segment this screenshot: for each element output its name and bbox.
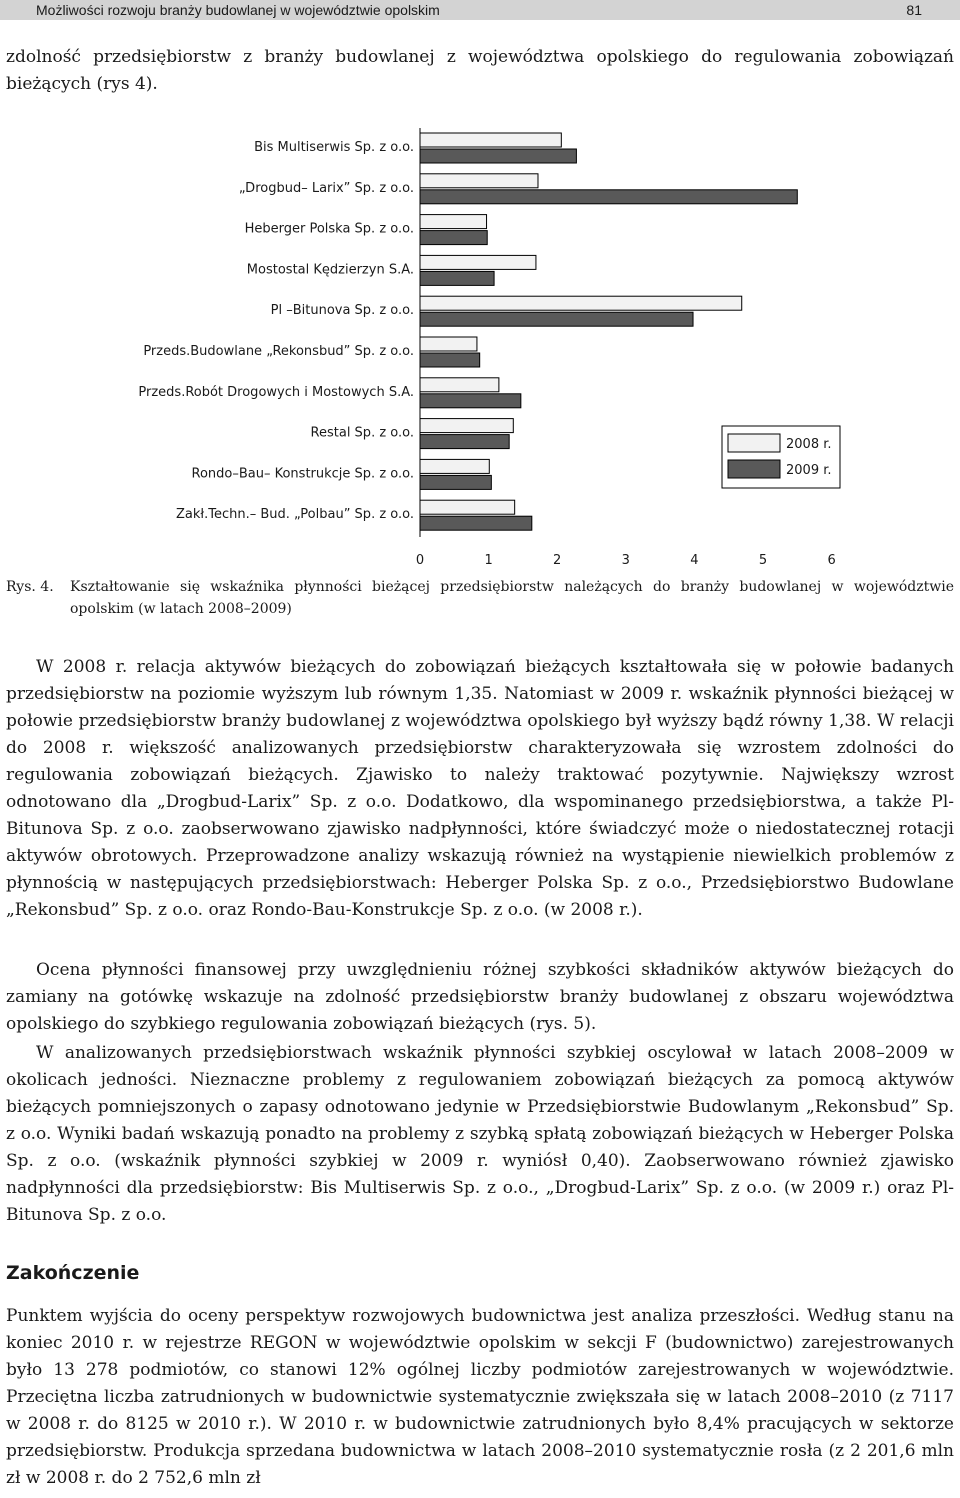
bar-series-2 [420, 190, 797, 204]
category-label: Zakł.Techn.– Bud. „Polbau” Sp. z o.o. [176, 507, 414, 523]
bar-series-2 [420, 516, 532, 530]
category-label: Przeds.Robót Drogowych i Mostowych S.A. [138, 384, 414, 400]
running-title: Możliwości rozwoju branży budowlanej w województwie opolskim [36, 2, 440, 18]
body-paragraph-1: W 2008 r. relacja aktywów bieżących do zobowiązań bieżących kształtowała się w połowie badanych przedsiębiorstw na poziomie wyższym lub równym 1,35. Natomiast w 2009 r. wskaźnik płynności bieżącej w połowie przedsiębiorstw branży budowlanej z województwa opolskiego był wyższy bądź równy 1,38. W relacji do 2008 r. większość analizowanych przedsiębiorstw charakteryzowała się wzrostem zdolności do regulowania zobowiązań bieżących. Zjawisko to należy traktować pozytywnie. Największy wzrost odnotowano dla „Drogbud-Larix” Sp. z o.o. Dodatkowo, dla wspominanego przedsiębiorstwa, a także Pl-Bitunova Sp. z o.o. zaobserwowano zjawisko nadpłynności, które świadczyć może o niedostatecznej rotacji aktywów obrotowych. Przeprowadzone analizy wskazują również na wystąpienie niewielkich problemów z płynnością w następujących przedsiębiorstwach: Heberger Polska Sp. z o.o., Przedsiębiorstwo Budowlane „Rekonsbud” Sp. z o.o. oraz Rondo-Bau-Konstrukcje Sp. z o.o. (w 2008 r.). [6, 657, 954, 920]
bar-series-2 [420, 231, 487, 245]
bar-series-1 [420, 337, 477, 351]
bar-series-2 [420, 353, 480, 367]
bar-series-2 [420, 149, 576, 163]
running-header [0, 0, 960, 20]
bar-series-2 [420, 312, 693, 326]
x-tick-label: 6 [827, 553, 836, 568]
category-label: Rondo–Bau– Konstrukcje Sp. z o.o. [191, 466, 414, 482]
bar-series-2 [420, 475, 491, 489]
intro-paragraph: zdolność przedsiębiorstw z branży budowlanej z województwa opolskiego do regulowania zobowiązań bieżących (rys 4). [6, 47, 954, 94]
category-label: Bis Multiserwis Sp. z o.o. [254, 140, 414, 155]
section-paragraph: Punktem wyjścia do oceny perspektyw rozwojowych budownictwa jest analiza przeszłości. Według stanu na koniec 2010 r. w rejestrze REGON w województwie opolskim w sekcji F (budownictwo) zarejestrowanych było 13 278 podmiotów, co stanowi 12% ogólnej liczby podmiotów zarejestrowanych w województwie. Przeciętna liczba zatrudnionych w budownictwie systematycznie zwiększała się w latach 2008–2010 (z 7117 w 2008 r. do 8125 w 2010 r.). W 2010 r. w budownictwie zatrudnionych było 8,4% pracujących w sektorze przedsiębiorstw. Produkcja sprzedana budownictwa w latach 2008–2010 systematycznie rosła (z 2 201,6 mln zł w 2008 r. do 2 752,6 mln zł [6, 1306, 954, 1488]
legend-swatch [728, 434, 780, 452]
category-label: Pl –Bitunova Sp. z o.o. [270, 303, 414, 319]
bar-series-1 [420, 419, 513, 433]
x-tick-label: 1 [484, 553, 493, 568]
x-tick-label: 4 [690, 553, 699, 568]
bar-series-1 [420, 174, 538, 188]
body-paragraph-3: W analizowanych przedsiębiorstwach wskaźnik płynności szybkiej oscylował w latach 2008–2009 w okolicach jedności. Nieznaczne problemy z regulowaniem zobowiązań bieżących za pomocą aktywów bieżących pomniejszonych o zapasy odnotowano jedynie w Przedsiębiorstwie Budowlanym „Rekonsbud” Sp. z o.o. Wyniki badań wskazują ponadto na problemy z szybką spłatą zobowiązań bieżących w Heberger Polska Sp. z o.o. (wskaźnik płynności szybkiej w 2009 r. wyniósł 0,40). Zaobserwowano również zjawisko nadpłynności dla przedsiębiorstw: Bis Multiserwis Sp. z o.o., „Drogbud-Larix” Sp. z o.o. (w 2009 r.) oraz Pl-Bitunova Sp. z o.o. [6, 1043, 954, 1225]
caption-label: Rys. 4. [6, 579, 54, 595]
category-label: Restal Sp. z o.o. [310, 425, 414, 441]
legend-label: 2008 r. [786, 437, 832, 452]
figure-caption [6, 576, 954, 620]
x-tick-label: 5 [758, 553, 768, 568]
section-heading: Zakończenie [6, 1262, 140, 1284]
category-label: Mostostal Kędzierzyn S.A. [246, 262, 414, 278]
bar-series-2 [420, 271, 494, 285]
page-number: 81 [906, 2, 922, 18]
legend-label: 2009 r. [786, 463, 832, 478]
caption-text: Kształtowanie się wskaźnika płynności bieżącej przedsiębiorstw należących do branży budowlanej w województwie opolskim (w latach 2008–2009) [70, 579, 954, 617]
category-label: Przeds.Budowlane „Rekonsbud” Sp. z o.o. [143, 344, 414, 359]
x-tick-label: 3 [621, 553, 630, 568]
liquidity-bar-chart [110, 128, 850, 570]
bar-series-1 [420, 215, 487, 229]
legend-swatch [728, 460, 780, 478]
bar-series-1 [420, 378, 499, 392]
bar-series-2 [420, 394, 521, 408]
body-paragraph-2: Ocena płynności finansowej przy uwzględnieniu różnej szybkości składników aktywów bieżących do zamiany na gotówkę wskazuje na zdolność przedsiębiorstw branży budowlanej z obszaru województwa opolskiego do szybkiego regulowania zobowiązań bieżących (rys. 5). [6, 960, 954, 1034]
bar-series-2 [420, 435, 509, 449]
x-tick-label: 0 [415, 553, 425, 568]
x-tick-label: 2 [553, 553, 562, 568]
bar-series-1 [420, 500, 515, 514]
bar-series-1 [420, 133, 561, 147]
bar-series-1 [420, 296, 742, 310]
category-label: Heberger Polska Sp. z o.o. [244, 221, 414, 237]
bar-series-1 [420, 255, 536, 269]
category-label: „Drogbud– Larix” Sp. z o.o. [238, 180, 414, 196]
bar-series-1 [420, 459, 489, 473]
